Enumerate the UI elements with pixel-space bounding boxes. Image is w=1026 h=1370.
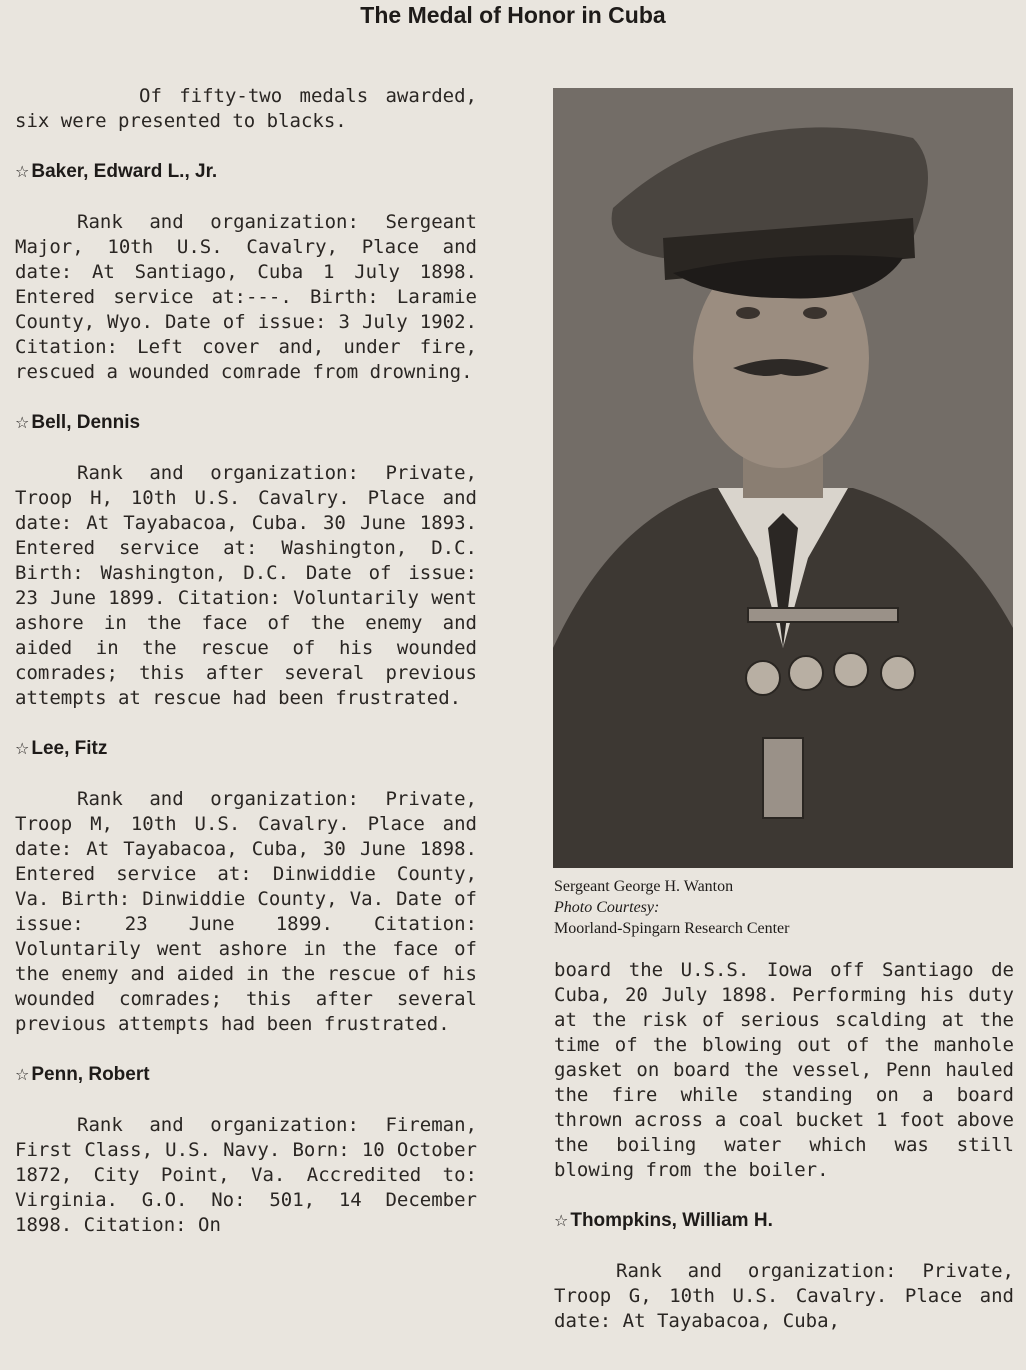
caption-credit-source: Moorland-Spingarn Research Center bbox=[554, 920, 790, 937]
recipient-entry: Rank and organization: Fireman, First Class, U.S. Navy. Born: 10 October 1872, City Point, Va. Accredited to: Virginia. G.O. No: 501, 14 December 1898. Citation: On bbox=[15, 1114, 477, 1236]
recipient-entry-continued: board the U.S.S. Iowa off Santiago de Cuba, 20 July 1898. Performing his duty at the risk of serious scalding at the time of the blowing out of the manhole gasket on board the vessel, Penn hauled the fire while standing on a board thrown across a coal bucket 1 foot above the boiling water which was still blowing from the boiler. bbox=[554, 959, 1014, 1181]
caption-subject: Sergeant George H. Wanton bbox=[554, 878, 734, 895]
star-icon: ☆ bbox=[15, 415, 30, 432]
photo-caption bbox=[554, 876, 1014, 939]
star-icon: ☆ bbox=[554, 1213, 569, 1230]
recipient-entry: Rank and organization: Private, Troop H, 10th U.S. Cavalry. Place and date: At Tayabacoa, Cuba. 30 June 1893. Entered service at: Washington, D.C. Birth: Washington, D.C. Date of issue: 23 June 1899. Citation: Voluntarily went ashore in the face of the enemy and aided in the rescue of his wounded comrades; this after several previous attempts at rescue had been frustrated. bbox=[15, 462, 477, 709]
star-icon: ☆ bbox=[15, 741, 30, 758]
recipient-name: ☆ Penn, Robert bbox=[15, 1064, 150, 1085]
recipient-entry: Rank and organization: Private, Troop G, 10th U.S. Cavalry. Place and date: At Tayabacoa, Cuba, bbox=[554, 1260, 1014, 1332]
caption-credit-label: Photo Courtesy: bbox=[554, 899, 660, 916]
recipient-entry: Rank and organization: Sergeant Major, 10th U.S. Cavalry, Place and date: At Santiago, Cuba 1 July 1898. Entered service at:---. Birth: Laramie County, Wyo. Date of issue: 3 July 1902. Citation: Left cover and, under fire, rescued a wounded comrade from drowning. bbox=[15, 211, 477, 383]
recipient-entry: Rank and organization: Private, Troop M, 10th U.S. Cavalry. Place and date: At Tayabacoa, Cuba, 30 June 1898. Entered service at: Dinwiddie County, Va. Birth: Dinwiddie County, Va. Date of issue: 23 June 1899. Citation: Voluntarily went ashore in the face of the enemy and aided in the rescue of his wounded comrades; this after several previous attempts had been frustrated. bbox=[15, 788, 477, 1035]
recipient-name: ☆ Baker, Edward L., Jr. bbox=[15, 161, 218, 182]
recipient-name: ☆ Lee, Fitz bbox=[15, 738, 108, 759]
star-icon: ☆ bbox=[15, 164, 30, 181]
recipient-name: ☆ Thompkins, William H. bbox=[554, 1210, 773, 1231]
portrait-photo bbox=[553, 88, 1013, 868]
page-title: The Medal of Honor in Cuba bbox=[360, 2, 666, 28]
right-column bbox=[554, 958, 1014, 1334]
left-column bbox=[15, 84, 477, 1238]
intro-paragraph: Of fifty-two medals awarded, six were presented to blacks. bbox=[15, 85, 477, 132]
recipient-name: ☆ Bell, Dennis bbox=[15, 412, 141, 433]
star-icon: ☆ bbox=[15, 1067, 30, 1084]
portrait-figure bbox=[553, 88, 1013, 868]
